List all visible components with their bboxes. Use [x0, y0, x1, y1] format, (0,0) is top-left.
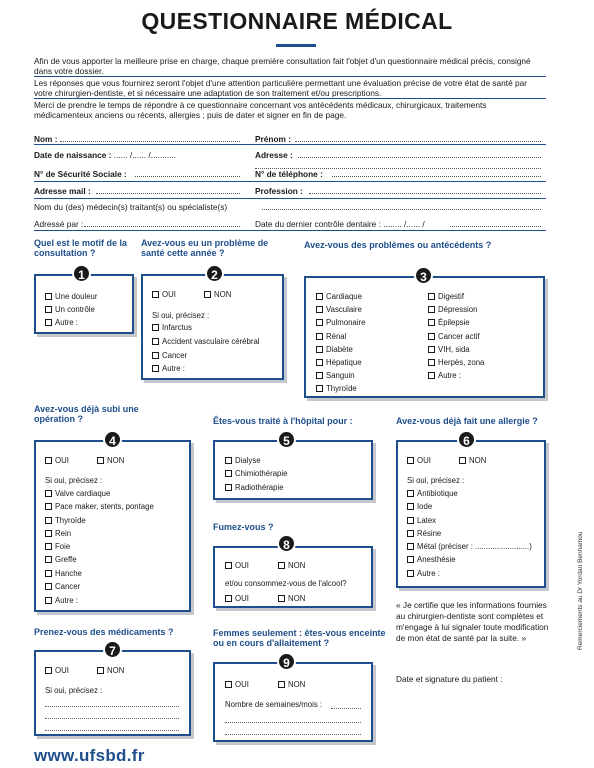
checkbox-icon[interactable]	[316, 306, 323, 313]
q2-option[interactable]: Cancer	[152, 351, 187, 360]
checkbox-icon[interactable]	[316, 372, 323, 379]
intro-paragraph-2: Les réponses que vous fournirez seront l'objet d'une attention particulière permettant une évaluation précise de votre état de santé par votre chirurgien-dentiste, et si nécessaire une adaptation de son traitement et/ou prescriptions.	[34, 78, 546, 99]
q2-number-badge: 2	[205, 264, 224, 283]
prenom-line[interactable]	[295, 141, 541, 142]
q4-option[interactable]: Rein	[45, 529, 71, 538]
q5-number-badge: 5	[277, 430, 296, 449]
credit-text: Remerciements au Dr Yordan Benhamou	[577, 531, 584, 650]
checkbox-icon[interactable]	[225, 562, 232, 569]
checkbox-icon[interactable]	[407, 556, 414, 563]
profession-line[interactable]	[309, 193, 541, 194]
checkbox-icon[interactable]	[225, 595, 232, 602]
medecin-line[interactable]	[262, 209, 541, 210]
checkbox-icon[interactable]	[428, 293, 435, 300]
signature-label: Date et signature du patient :	[396, 674, 503, 684]
field-prenom: Prénom :	[255, 134, 291, 144]
checkbox-icon[interactable]	[459, 457, 466, 464]
checkbox-icon[interactable]	[45, 517, 52, 524]
checkbox-icon[interactable]	[316, 385, 323, 392]
q7-non[interactable]: NON	[97, 666, 124, 675]
divider	[34, 144, 546, 145]
q3-option[interactable]: Épilepsie	[428, 318, 470, 327]
q4-option[interactable]: Valve cardiaque	[45, 489, 110, 498]
q6-option[interactable]: Iode	[407, 502, 432, 511]
q3-option[interactable]: VIH, sida	[428, 345, 470, 354]
checkbox-icon[interactable]	[45, 530, 52, 537]
q2-non[interactable]: NON	[204, 290, 231, 299]
checkbox-icon[interactable]	[152, 291, 159, 298]
q2-title: Avez-vous eu un problème de santé cette année ?	[141, 238, 269, 258]
dernier-controle-line[interactable]	[450, 226, 541, 227]
q4-option[interactable]: Autre :	[45, 596, 78, 605]
q7-line[interactable]	[45, 718, 179, 719]
q4-title: Avez-vous déjà subi une opération ?	[34, 404, 139, 424]
q3-option[interactable]: Hépatique	[316, 358, 362, 367]
q9-oui[interactable]: OUI	[225, 680, 249, 689]
q6-option[interactable]: Latex	[407, 516, 436, 525]
checkbox-icon[interactable]	[152, 324, 159, 331]
checkbox-icon[interactable]	[225, 457, 232, 464]
nom-line[interactable]	[60, 141, 240, 142]
q9-number-badge: 9	[277, 652, 296, 671]
q4-option[interactable]: Hanche	[45, 569, 82, 578]
q4-option[interactable]: Greffe	[45, 555, 77, 564]
checkbox-icon[interactable]	[407, 490, 414, 497]
q6-option[interactable]: Métal (préciser : .........................)	[407, 542, 532, 551]
intro-paragraph-3: Merci de prendre le temps de répondre à ce questionnaire concernant vos antécédents médicaux, chirurgicaux, traitements médicamenteux anciens ou récents, allergies ; puis de dater et signer en fin de page.	[34, 100, 487, 121]
q1-title: Quel est le motif de la consultation ?	[34, 238, 128, 258]
checkbox-icon[interactable]	[45, 293, 52, 300]
q5-option[interactable]: Radiothérapie	[225, 483, 284, 492]
checkbox-icon[interactable]	[225, 470, 232, 477]
checkbox-icon[interactable]	[97, 457, 104, 464]
checkbox-icon[interactable]	[97, 667, 104, 674]
checkbox-icon[interactable]	[45, 306, 52, 313]
q3-option[interactable]: Diabète	[316, 345, 353, 354]
page-title: QUESTIONNAIRE MÉDICAL	[141, 8, 453, 34]
q1-option[interactable]: Autre :	[45, 318, 78, 327]
checkbox-icon[interactable]	[45, 583, 52, 590]
q4-option[interactable]: Pace maker, stents, pontage	[45, 502, 154, 511]
checkbox-icon[interactable]	[45, 597, 52, 604]
q4-option[interactable]: Thyroïde	[45, 516, 86, 525]
q6-non[interactable]: NON	[459, 456, 486, 465]
q7-number-badge: 7	[103, 640, 122, 659]
telephone-line[interactable]	[332, 176, 541, 177]
checkbox-icon[interactable]	[45, 503, 52, 510]
checkbox-icon[interactable]	[428, 319, 435, 326]
q6-option[interactable]: Anesthésie	[407, 555, 456, 564]
checkbox-icon[interactable]	[204, 291, 211, 298]
q3-option[interactable]: Thyroïde	[316, 384, 357, 393]
checkbox-icon[interactable]	[45, 570, 52, 577]
checkbox-icon[interactable]	[316, 293, 323, 300]
q7-line[interactable]	[45, 706, 179, 707]
checkbox-icon[interactable]	[152, 338, 159, 345]
q6-oui[interactable]: OUI	[407, 456, 431, 465]
q3-option[interactable]: Sanguin	[316, 371, 355, 380]
checkbox-icon[interactable]	[316, 333, 323, 340]
checkbox-icon[interactable]	[152, 352, 159, 359]
checkbox-icon[interactable]	[428, 346, 435, 353]
q4-number-badge: 4	[103, 430, 122, 449]
q2-oui[interactable]: OUI	[152, 290, 176, 299]
field-nom: Nom :	[34, 134, 58, 144]
q3-option[interactable]: Vasculaire	[316, 305, 362, 314]
q3-option[interactable]: Digestif	[428, 292, 464, 301]
checkbox-icon[interactable]	[316, 319, 323, 326]
checkbox-icon[interactable]	[45, 667, 52, 674]
q3-option[interactable]: Cancer actif	[428, 332, 480, 341]
q5-title: Êtes-vous traité à l'hôpital pour :	[213, 416, 353, 426]
q8-number-badge: 8	[277, 534, 296, 553]
checkbox-icon[interactable]	[428, 372, 435, 379]
q6-option[interactable]: Antibiotique	[407, 489, 458, 498]
checkbox-icon[interactable]	[45, 457, 52, 464]
q4-precisez: Si oui, précisez :	[45, 476, 103, 485]
field-adresse: Adresse :	[255, 150, 293, 160]
q8-alcool-oui[interactable]: OUI	[225, 594, 249, 603]
q3-option[interactable]: Dépression	[428, 305, 477, 314]
q9-line[interactable]	[331, 708, 361, 709]
field-medecin: Nom du (des) médecin(s) traitant(s) ou spécialiste(s)	[34, 202, 228, 212]
q3-number-badge: 3	[414, 266, 433, 285]
q4-option[interactable]: Cancer	[45, 582, 80, 591]
title-underline	[276, 44, 316, 47]
checkbox-icon[interactable]	[428, 306, 435, 313]
q7-precisez: Si oui, précisez :	[45, 686, 103, 695]
q5-option[interactable]: Dialyse	[225, 456, 261, 465]
field-adresse-par: Adressé par :	[34, 219, 84, 229]
q9-line[interactable]	[225, 734, 361, 735]
q9-line[interactable]	[225, 722, 361, 723]
certification-text: « Je certifie que les informations fournies au chirurgien-dentiste sont complètes et m'engage à lui signaler toute modification de mon état de santé par la suite. »	[396, 600, 549, 643]
q6-option[interactable]: Résine	[407, 529, 441, 538]
q3-option[interactable]: Herpès, zona	[428, 358, 484, 367]
field-dernier-controle: Date du dernier contrôle dentaire : ........ /...... /	[255, 219, 425, 229]
checkbox-icon[interactable]	[225, 681, 232, 688]
q2-option[interactable]: Accident vasculaire cérébral	[152, 337, 260, 346]
q4-non[interactable]: NON	[97, 456, 124, 465]
field-profession: Profession :	[255, 186, 303, 196]
checkbox-icon[interactable]	[278, 681, 285, 688]
q5-option[interactable]: Chimiothérapie	[225, 469, 287, 478]
checkbox-icon[interactable]	[428, 333, 435, 340]
field-telephone: N° de téléphone :	[255, 169, 323, 179]
q4-option[interactable]: Foie	[45, 542, 70, 551]
divider	[34, 198, 546, 199]
adresse-par-line[interactable]	[84, 226, 240, 227]
checkbox-icon[interactable]	[45, 319, 52, 326]
footer-url[interactable]: www.ufsbd.fr	[34, 746, 145, 765]
checkbox-icon[interactable]	[407, 543, 414, 550]
field-secu: N° de Sécurité Sociale :	[34, 169, 127, 179]
checkbox-icon[interactable]	[407, 457, 414, 464]
q1-option[interactable]: Un contrôle	[45, 305, 95, 314]
checkbox-icon[interactable]	[316, 346, 323, 353]
q3-title: Avez-vous des problèmes ou antécédents ?	[304, 240, 492, 250]
q9-title: Femmes seulement : êtes-vous enceinte ou en cours d'allaitement ?	[213, 628, 386, 648]
intro-text	[34, 56, 546, 121]
q1-option[interactable]: Une douleur	[45, 292, 97, 301]
q9-semaines: Nombre de semaines/mois :	[225, 700, 323, 709]
checkbox-icon[interactable]	[45, 490, 52, 497]
q8-alcool-non[interactable]: NON	[278, 594, 305, 603]
q8-alcool: et/ou consommez-vous de l'alcool?	[225, 579, 347, 588]
q7-oui[interactable]: OUI	[45, 666, 69, 675]
checkbox-icon[interactable]	[45, 543, 52, 550]
checkbox-icon[interactable]	[278, 562, 285, 569]
field-naissance: Date de naissance : ...... /...... /...........	[34, 150, 177, 160]
q7-title: Prenez-vous des médicaments ?	[34, 627, 174, 637]
q1-number-badge: 1	[72, 264, 91, 283]
checkbox-icon[interactable]	[407, 570, 414, 577]
checkbox-icon[interactable]	[407, 503, 414, 510]
checkbox-icon[interactable]	[45, 556, 52, 563]
checkbox-icon[interactable]	[428, 359, 435, 366]
q3-option[interactable]: Pulmonaire	[316, 318, 365, 327]
q8-non[interactable]: NON	[278, 561, 305, 570]
divider	[34, 181, 546, 182]
q6-number-badge: 6	[457, 430, 476, 449]
secu-line[interactable]	[135, 176, 240, 177]
q9-non[interactable]: NON	[278, 680, 305, 689]
checkbox-icon[interactable]	[278, 595, 285, 602]
q6-option[interactable]: Autre :	[407, 569, 440, 578]
q3-option[interactable]: Rénal	[316, 332, 346, 341]
q2-option[interactable]: Autre :	[152, 364, 185, 373]
q2-option[interactable]: Infarctus	[152, 323, 192, 332]
q4-oui[interactable]: OUI	[45, 456, 69, 465]
adresse-line[interactable]	[298, 157, 541, 158]
q6-precisez: Si oui, précisez :	[407, 476, 465, 485]
checkbox-icon[interactable]	[407, 517, 414, 524]
email-line[interactable]	[96, 193, 240, 194]
q3-option[interactable]: Cardiaque	[316, 292, 362, 301]
q8-oui[interactable]: OUI	[225, 561, 249, 570]
q7-line[interactable]	[45, 730, 179, 731]
checkbox-icon[interactable]	[316, 359, 323, 366]
checkbox-icon[interactable]	[152, 365, 159, 372]
q8-title: Fumez-vous ?	[213, 522, 274, 532]
checkbox-icon[interactable]	[407, 530, 414, 537]
checkbox-icon[interactable]	[225, 484, 232, 491]
q3-option[interactable]: Autre :	[428, 371, 461, 380]
field-email: Adresse mail :	[34, 186, 91, 196]
q6-title: Avez-vous déjà fait une allergie ?	[396, 416, 538, 426]
divider	[34, 230, 546, 231]
q2-precisez: Si oui, précisez :	[152, 311, 210, 320]
intro-paragraph-1: Afin de vous apporter la meilleure prise en charge, chaque première consultation fait l'objet d'un questionnaire médical précis, consigné dans votre dossier.	[34, 56, 546, 77]
